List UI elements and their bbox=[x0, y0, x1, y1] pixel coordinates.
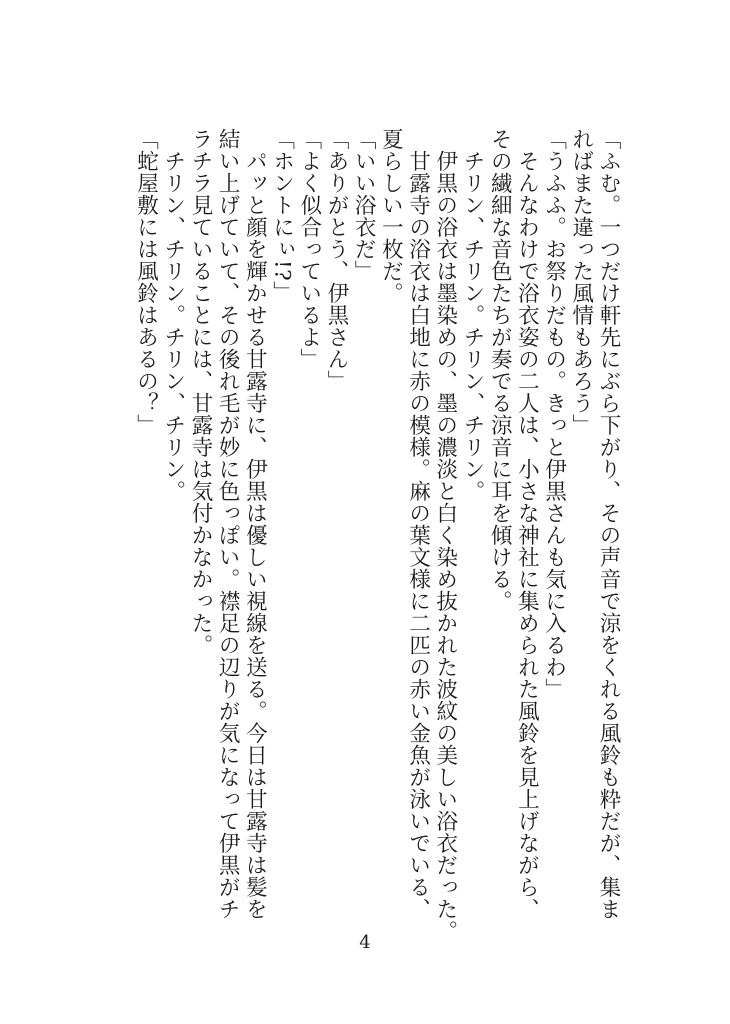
text-line: 「よく似合っているよ」 bbox=[296, 128, 322, 370]
text-line: パッと顔を輝かせる甘露寺に、伊黒は優しい視線を送る。今日は甘露寺は髪を bbox=[242, 128, 268, 920]
text-line: 「ふむ。一つだけ軒先にぶら下がり、その声音で涼をくれる風鈴も粋だが、集ま bbox=[596, 128, 621, 920]
text-line: 「いい浴衣だ」 bbox=[351, 128, 377, 282]
text-line: そんなわけで浴衣姿の二人は、小さな神社に集められた風鈴を見上げながら、 bbox=[514, 128, 540, 920]
text-line: 「蛇屋敷には風鈴はあるの？」 bbox=[133, 128, 159, 436]
text-line: 夏らしい一枚だ。 bbox=[378, 128, 404, 304]
page-number: 4 bbox=[359, 932, 371, 953]
text-line: ラチラ見ていることには、甘露寺は気付かなかった。 bbox=[187, 128, 213, 656]
vertical-text-block bbox=[132, 128, 622, 942]
text-line: 伊黒の浴衣は墨染めの、墨の濃淡と白く染め抜かれた波紋の美しい浴衣だった。 bbox=[432, 128, 458, 942]
text-line: 「ホントにぃ!?」 bbox=[269, 128, 295, 304]
text-line: ればまた違った風情もあろう」 bbox=[568, 128, 594, 436]
text-line: その繊細な音色たちが奏でる涼音に耳を傾ける。 bbox=[487, 128, 513, 612]
text-line: 結い上げていて、その後れ毛が妙に色っぽい。襟足の辺りが気になって伊黒がチ bbox=[215, 128, 241, 920]
text-line: 「ありがとう、伊黒さん」 bbox=[323, 128, 349, 392]
text-line: 甘露寺の浴衣は白地に赤の模様。麻の葉文様に二匹の赤い金魚が泳いでいる、 bbox=[405, 128, 431, 920]
text-line: 「うふふ。お祭りだもの。きっと伊黒さんも気に入るわ」 bbox=[541, 128, 567, 700]
text-line: チリン、チリン。チリン、チリン。 bbox=[160, 128, 186, 502]
text-line: チリン、チリン。チリン、チリン。 bbox=[459, 128, 485, 502]
